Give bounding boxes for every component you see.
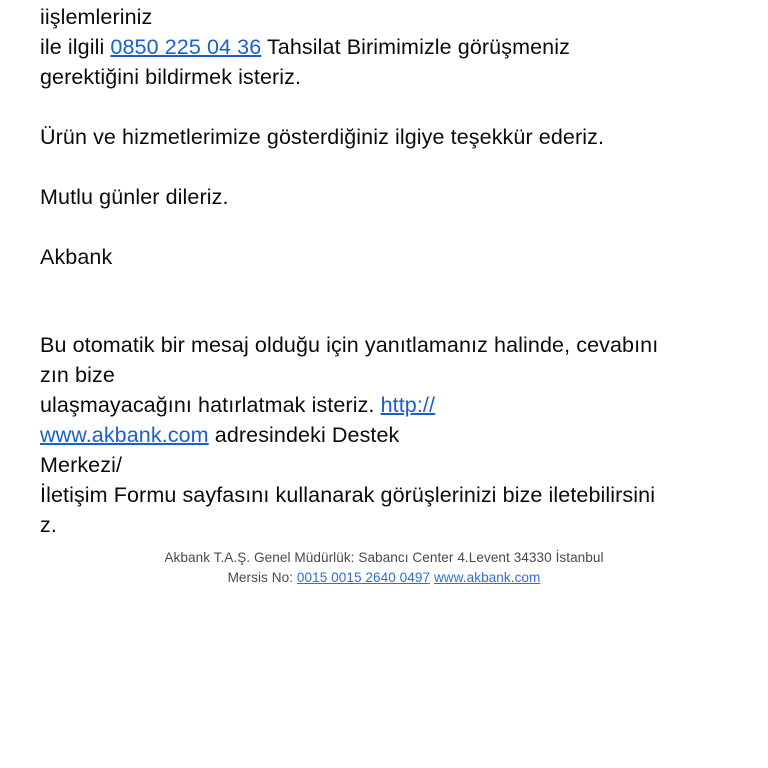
paragraph-greeting: [40, 182, 740, 212]
paragraph-contact-info: [40, 2, 740, 92]
footer-mersis-line: [0, 568, 768, 588]
paragraph-line-tesekkur: Ürün ve hizmetlerimize gösterdiğiniz ilgiye teşekkür ederiz.: [40, 125, 605, 149]
footer-mersis-label: Mersis No:: [227, 570, 297, 585]
paragraph-spacer-2: [40, 152, 740, 182]
footer-mersis-number-link[interactable]: 0015 0015 2640 0497: [296, 570, 431, 585]
paragraph-line-ile-ilgili-prefix: ile ilgili: [40, 35, 111, 59]
paragraph-spacer-1: [40, 92, 740, 122]
paragraph-signature: [40, 242, 740, 272]
notice-line-merkezi: Merkezi/: [40, 453, 123, 477]
paragraph-line-tahsilat-suffix: Tahsilat Birimimizle görüşmeniz: [261, 35, 570, 59]
paragraph-line-islemleriniz: iişlemleriniz: [40, 5, 153, 29]
notice-line-adresindeki-destek: adresindeki Destek: [208, 423, 400, 447]
notice-line-z: z.: [40, 513, 57, 537]
website-link-domain[interactable]: www.akbank.com: [40, 423, 209, 447]
paragraph-line-mutlu-gunler: Mutlu günler dileriz.: [40, 185, 229, 209]
paragraph-automated-notice: [40, 330, 740, 540]
notice-line-zin-bize: zın bize: [40, 363, 115, 387]
email-body: [40, 2, 740, 540]
paragraph-thanks: [40, 122, 740, 152]
notice-line-ulasmayacagini: ulaşmayacağını hatırlatmak isteriz.: [40, 393, 381, 417]
signature-company-name: Akbank: [40, 245, 113, 269]
footer-address-line: Akbank T.A.Ş. Genel Müdürlük: Sabancı Center 4.Levent 34330 İstanbul: [164, 550, 604, 565]
email-footer: [0, 548, 768, 588]
phone-number-link[interactable]: 0850 225 04 36: [110, 35, 262, 59]
notice-line-iletisim-formu: İletişim Formu sayfasını kullanarak görüşlerinizi bize iletebilirsini: [40, 483, 656, 507]
paragraph-spacer-3: [40, 212, 740, 242]
notice-line-bu-otomatik: Bu otomatik bir mesaj olduğu için yanıtlamanız halinde, cevabını: [40, 333, 659, 357]
paragraph-spacer-5: [40, 302, 740, 330]
paragraph-spacer-4: [40, 272, 740, 302]
footer-website-link[interactable]: www.akbank.com: [433, 570, 541, 585]
paragraph-line-gerektigini: gerektiğini bildirmek isteriz.: [40, 65, 302, 89]
website-link-http[interactable]: http://: [380, 393, 436, 417]
